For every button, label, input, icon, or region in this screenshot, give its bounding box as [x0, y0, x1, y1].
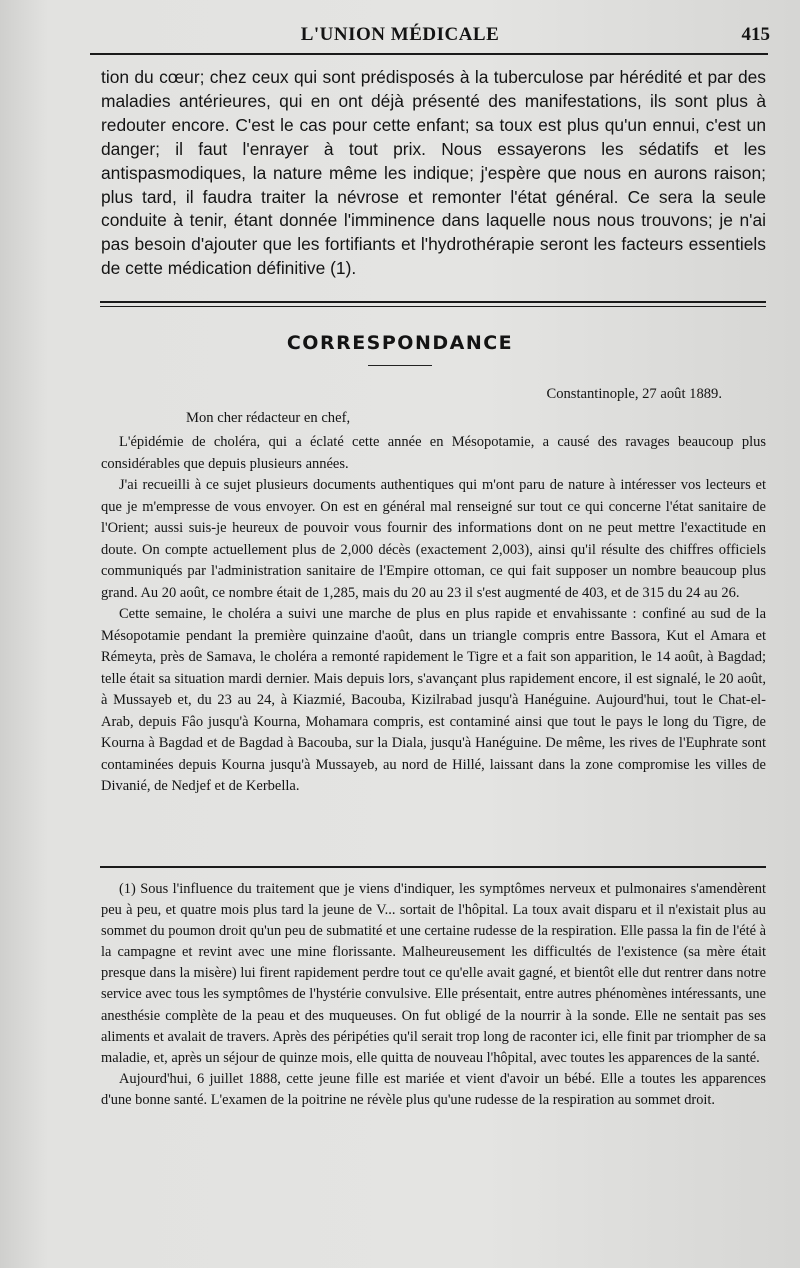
footnote-rule — [100, 866, 766, 868]
footnote-paragraph: (1) Sous l'influence du traitement que je viens d'indiquer, les symptômes nerveux et pulmonaires s'amendèrent peu à peu, et quatre mois plus tard la jeune de V... sortait de l'hôpital. La toux avait disparu et il n'existait plus au sommet du poumon droit qu'un peu de submatité et une certaine rudesse de la respiration. Elle passa la fin de l'été à la campagne et revint avec une mine florissante. Malheureusement les difficultés de l'existence (sa mère était presque dans la misère) lui firent rapidement perdre tout ce qu'elle avait gagné, et bientôt elle dut rentrer dans notre service avec tous les symptômes de l'hystérie convulsive. Elle présentait, entre autres phénomènes intéressants, une anesthésie complète de la peau et des muqueuses. On fut obligé de la nourrir à la sonde. Elle ne sentait pas ses aliments et avalait de travers. Après des péripéties qu'il serait trop long de raconter ici, elle finit par triompher de sa maladie, et, après un séjour de quinze mois, elle quitta de nouveau l'hôpital, avec toutes les apparences de la santé. — [101, 881, 766, 1066]
title-underline — [368, 365, 432, 366]
letter-paragraph: L'épidémie de choléra, qui a éclaté cette année en Mésopotamie, a causé des ravages beaucoup plus considérables que depuis plusieurs années. — [101, 434, 766, 472]
section-rule-bottom — [100, 306, 766, 307]
section-rule-top — [100, 301, 766, 303]
continued-paragraph — [101, 66, 766, 281]
letter-paragraph: Cette semaine, le choléra a suivi une marche de plus en plus rapide et envahissante : confiné au sud de la Mésopotamie pendant la première quinzaine d'août, dans un triangle compris entre Bassora, Kut el Amara et Rémeyta, près de Samava, le choléra a remonté rapidement le Tigre et a fait son apparition, le 14 août, à Bagdad; telle était sa situation mardi dernier. Mais depuis lors, s'avançant plus rapidement encore, il est signalé, le 20 août, à Mussayeb et, du 23 au 24, à Kiazmié, Bacouba, Kizilrabad jusqu'à Hanéguine. Aujourd'hui, tout le Chat-el-Arab, depuis Fâo jusqu'à Kourna, Mohamara compris, est contaminé ainsi que tout le pays le long du Tigre, de Kourna à Bagdad et de Bagdad à Bacouba, sur la Diala, jusqu'à Hanéguine. De même, les rives de l'Euphrate sont contaminées depuis Kourna jusqu'à Mussayeb, au nord de Hillé, laissant dans la zone compromise les villes de Divanié, de Nedjef et de Kerbella. — [101, 606, 766, 794]
footnote-paragraph: Aujourd'hui, 6 juillet 1888, cette jeune fille est mariée et vient d'avoir un bébé. Elle a toutes les apparences d'une bonne santé. L'examen de la poitrine ne révèle plus qu'une rudesse de la respiration au sommet droit. — [101, 1070, 766, 1108]
letter-dateline: Constantinople, 27 août 1889. — [546, 386, 722, 402]
letter-salutation: Mon cher rédacteur en chef, — [186, 410, 351, 426]
continued-text: tion du cœur; chez ceux qui sont prédisposés à la tuberculose par hérédité et par des maladies antérieures, qui en ont déjà présenté des manifestations, ils sont plus à redouter encore. C'est le cas pour cette enfant; sa toux est plus qu'un ennui, c'est un danger; il faut l'enrayer à tout prix. Nous essayerons les sédatifs et les antispasmodiques, la nature même les indique; j'espère que nous en aurons raison; plus tard, il faudra traiter la névrose et remonter l'état général. Ce sera la seule conduite à tenir, étant donnée l'imminence dans laquelle nous nous trouvons; je n'ai pas besoin d'ajouter que les fortifiants et l'hydrothérapie seront les facteurs essentiels de cette médication définitive (1). — [101, 67, 766, 279]
footnotes — [101, 879, 766, 1111]
running-title: L'UNION MÉDICALE — [300, 24, 500, 45]
section-title: CORRESPONDANCE — [286, 332, 514, 354]
letter-paragraph: J'ai recueilli à ce sujet plusieurs documents authentiques qui m'ont paru de nature à intéresser vos lecteurs et que je m'empresse de vous envoyer. On est en général mal renseigné sur tout ce qui concerne l'état sanitaire de l'Orient; aussi suis-je heureux de pouvoir vous fournir des informations dont on ne peut mettre l'exactitude en doute. On compte actuellement plus de 2,000 décès (exactement 2,003), ainsi qu'il résulte des chiffres officiels communiqués par l'administration sanitaire de l'Empire ottoman, ce qui fait supposer un nombre beaucoup plus grand. Au 20 août, ce nombre était de 1,285, mais du 20 au 23 il s'est augmenté de 403, et de 315 du 24 au 26. — [101, 477, 766, 601]
page-number: 415 — [741, 24, 770, 45]
page-header — [0, 18, 800, 52]
header-rule — [90, 53, 768, 55]
letter-body — [101, 432, 766, 798]
